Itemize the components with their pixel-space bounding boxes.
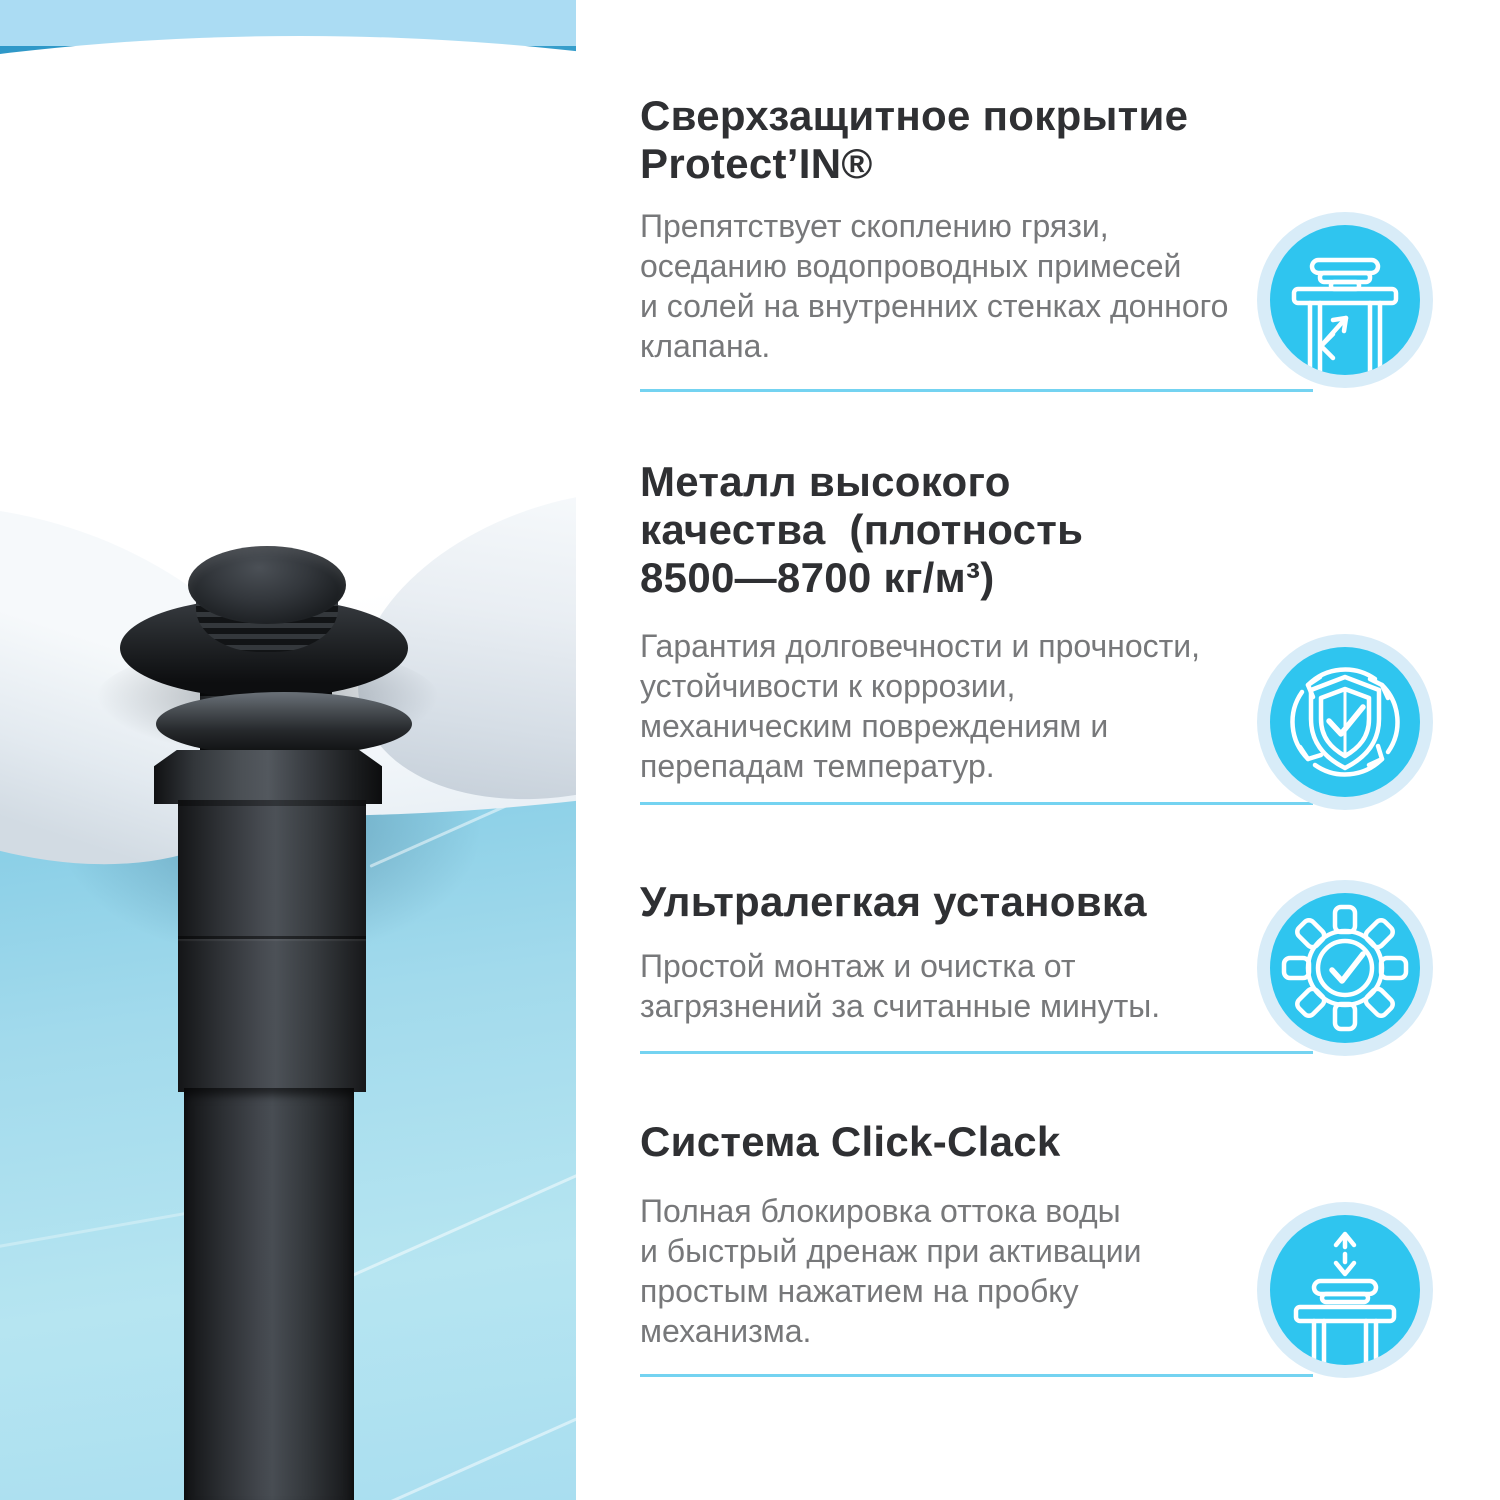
heading-line: Сверхзащитное покрытие <box>640 92 1189 139</box>
body-line: и быстрый дренаж при активации <box>640 1233 1142 1269</box>
body-line: оседанию водопроводных примесей <box>640 248 1182 284</box>
section-divider <box>640 389 1313 392</box>
body-line: Препятствует скоплению грязи, <box>640 208 1109 244</box>
body-line: и солей на внутренних стенках донного <box>640 288 1229 324</box>
feature-4-body <box>640 1191 1141 1351</box>
heading-line: Система Click-Clack <box>640 1118 1061 1165</box>
heading-line: качества (плотность <box>640 506 1084 553</box>
heading-line: Ультралегкая установка <box>640 878 1147 925</box>
drain-valve-protect-icon <box>1270 225 1420 375</box>
heading-line: Металл высокого <box>640 458 1011 505</box>
heading-line: Protect’IN® <box>640 140 873 187</box>
drain-valve-clickclack-icon <box>1270 1215 1420 1365</box>
valve-flange-disc <box>156 692 412 756</box>
body-line: устойчивости к коррозии, <box>640 668 1016 704</box>
feature-3-heading <box>640 878 1147 926</box>
heading-line: 8500—8700 кг/м³) <box>640 554 995 601</box>
feature-2-heading <box>640 458 1083 602</box>
feature-1-heading <box>640 92 1188 188</box>
body-line: простым нажатием на пробку <box>640 1273 1079 1309</box>
section-divider <box>640 1374 1313 1377</box>
body-line: загрязнений за считанные минуты. <box>640 988 1161 1024</box>
body-line: механизма. <box>640 1313 812 1349</box>
feature-4-heading <box>640 1118 1061 1166</box>
shield-refresh-icon <box>1270 647 1420 797</box>
body-line: Гарантия долговечности и прочности, <box>640 628 1201 664</box>
feature-3-body <box>640 946 1160 1026</box>
body-line: перепадам температур. <box>640 748 995 784</box>
section-divider <box>640 802 1313 805</box>
feature-2-body <box>640 626 1200 786</box>
valve-lower-tailpipe <box>184 1088 354 1500</box>
valve-lock-nut <box>154 750 382 804</box>
feature-1-body <box>640 206 1228 366</box>
body-line: клапана. <box>640 328 771 364</box>
body-line: механическим повреждениям и <box>640 708 1109 744</box>
valve-upper-tailpipe <box>178 800 366 1092</box>
valve-pop-up-cap <box>188 546 346 624</box>
body-line: Простой монтаж и очистка от <box>640 948 1076 984</box>
body-line: Полная блокировка оттока воды <box>640 1193 1121 1229</box>
gear-check-icon <box>1270 893 1420 1043</box>
product-photo <box>0 0 576 1500</box>
section-divider <box>640 1051 1313 1054</box>
